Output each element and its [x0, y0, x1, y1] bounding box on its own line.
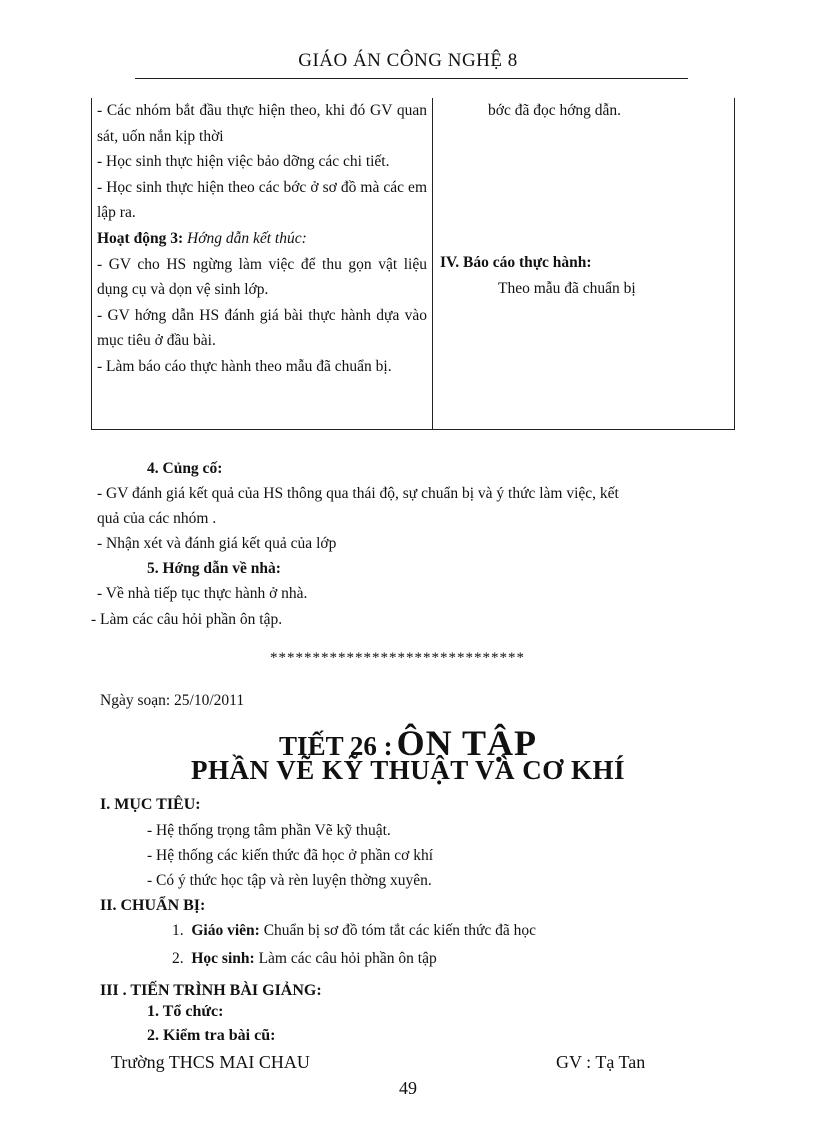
preparation-item [172, 918, 536, 943]
page-number: 49 [399, 1078, 417, 1098]
table-left-line: - Làm báo cáo thực hành theo mẫu đã chuẩn bị. [97, 357, 392, 375]
consolidation-heading: 4. Củng cố: [147, 460, 223, 477]
activity3-heading [97, 226, 427, 252]
table-left-column [97, 98, 427, 380]
preparation-item [172, 946, 437, 971]
process-item: 2. Kiểm tra bài cũ: [147, 1027, 276, 1044]
homework-line: - Về nhà tiếp tục thực hành ở nhà. [97, 585, 308, 602]
header-rule [135, 78, 688, 79]
table-left-line: - GV hớng dẫn HS đánh giá bài thực hành dựa vào mục tiêu ở đầu bài. [97, 306, 427, 350]
homework-heading: 5. Hớng dẫn về nhà: [147, 560, 281, 577]
consolidation-line: - GV đánh giá kết quả của HS thông qua thái độ, sự chuẩn bị và ý thức làm việc, kết [97, 485, 619, 502]
date-line: Ngày soạn: 25/10/2011 [100, 692, 245, 709]
homework-line: - Làm các câu hỏi phần ôn tập. [91, 611, 283, 628]
objective-item: - Có ý thức học tập và rèn luyện thờng xuyên. [147, 872, 432, 889]
table-left-line: - GV cho HS ngừng làm việc để thu gọn vật liệu dụng cụ và dọn vệ sinh lớp. [97, 255, 427, 299]
activity3-label: Hoạt động 3: [97, 229, 184, 247]
table-left-line: - Học sinh thực hiện theo các bớc ở sơ đồ mà các em lập ra. [97, 178, 427, 222]
process-item: 1. Tổ chức: [147, 1003, 224, 1020]
table-left-line: - Các nhóm bắt đầu thực hiện theo, khi đó GV quan sát, uốn nắn kịp thời [97, 102, 427, 145]
preparation-number: 1. [172, 922, 184, 939]
footer-teacher: GV : Tạ Tan [556, 1052, 646, 1072]
activity3-title: Hớng dẫn kết thúc: [187, 229, 307, 247]
preparation-label: Giáo viên: [191, 922, 260, 939]
lesson-subtitle: PHẦN VẼ KỸ THUẬT VÀ CƠ KHÍ [190, 755, 626, 785]
objectives-heading: I. MỤC TIÊU: [100, 796, 201, 813]
table-right-top: bớc đã đọc hớng dẫn. [488, 102, 622, 119]
preparation-heading: II. CHUẨN BỊ: [100, 897, 206, 914]
consolidation-line: quả của các nhóm . [97, 510, 217, 527]
table-left-line: - Học sinh thực hiện việc bảo dỡng các chi tiết. [97, 153, 390, 171]
objective-item: - Hệ thống các kiến thức đã học ở phần cơ khí [147, 847, 434, 864]
process-heading: III . TIẾN TRÌNH BÀI GIẢNG: [100, 982, 322, 999]
preparation-number: 2. [172, 950, 184, 967]
page-header-title: GIÁO ÁN CÔNG NGHỆ 8 [298, 50, 518, 71]
preparation-text: Làm các câu hỏi phần ôn tập [258, 950, 437, 967]
section-separator: ****************************** [270, 650, 525, 666]
footer-school: Trường THCS MAI CHAU [111, 1052, 310, 1072]
consolidation-line: - Nhận xét và đánh giá kết quả của lớp [97, 535, 337, 552]
table-column-divider [432, 98, 433, 429]
objective-item: - Hệ thống trọng tâm phần Vẽ kỹ thuật. [147, 822, 391, 839]
lesson-main-title: ÔN TẬP [396, 723, 537, 763]
report-heading: IV. Báo cáo thực hành: [440, 254, 592, 271]
preparation-text: Chuẩn bị sơ đồ tóm tắt các kiến thức đã học [263, 922, 536, 939]
lesson-number: TIẾT 26 : [279, 731, 393, 761]
preparation-label: Học sinh: [191, 950, 255, 967]
report-text: Theo mẫu đã chuẩn bị [498, 280, 636, 297]
